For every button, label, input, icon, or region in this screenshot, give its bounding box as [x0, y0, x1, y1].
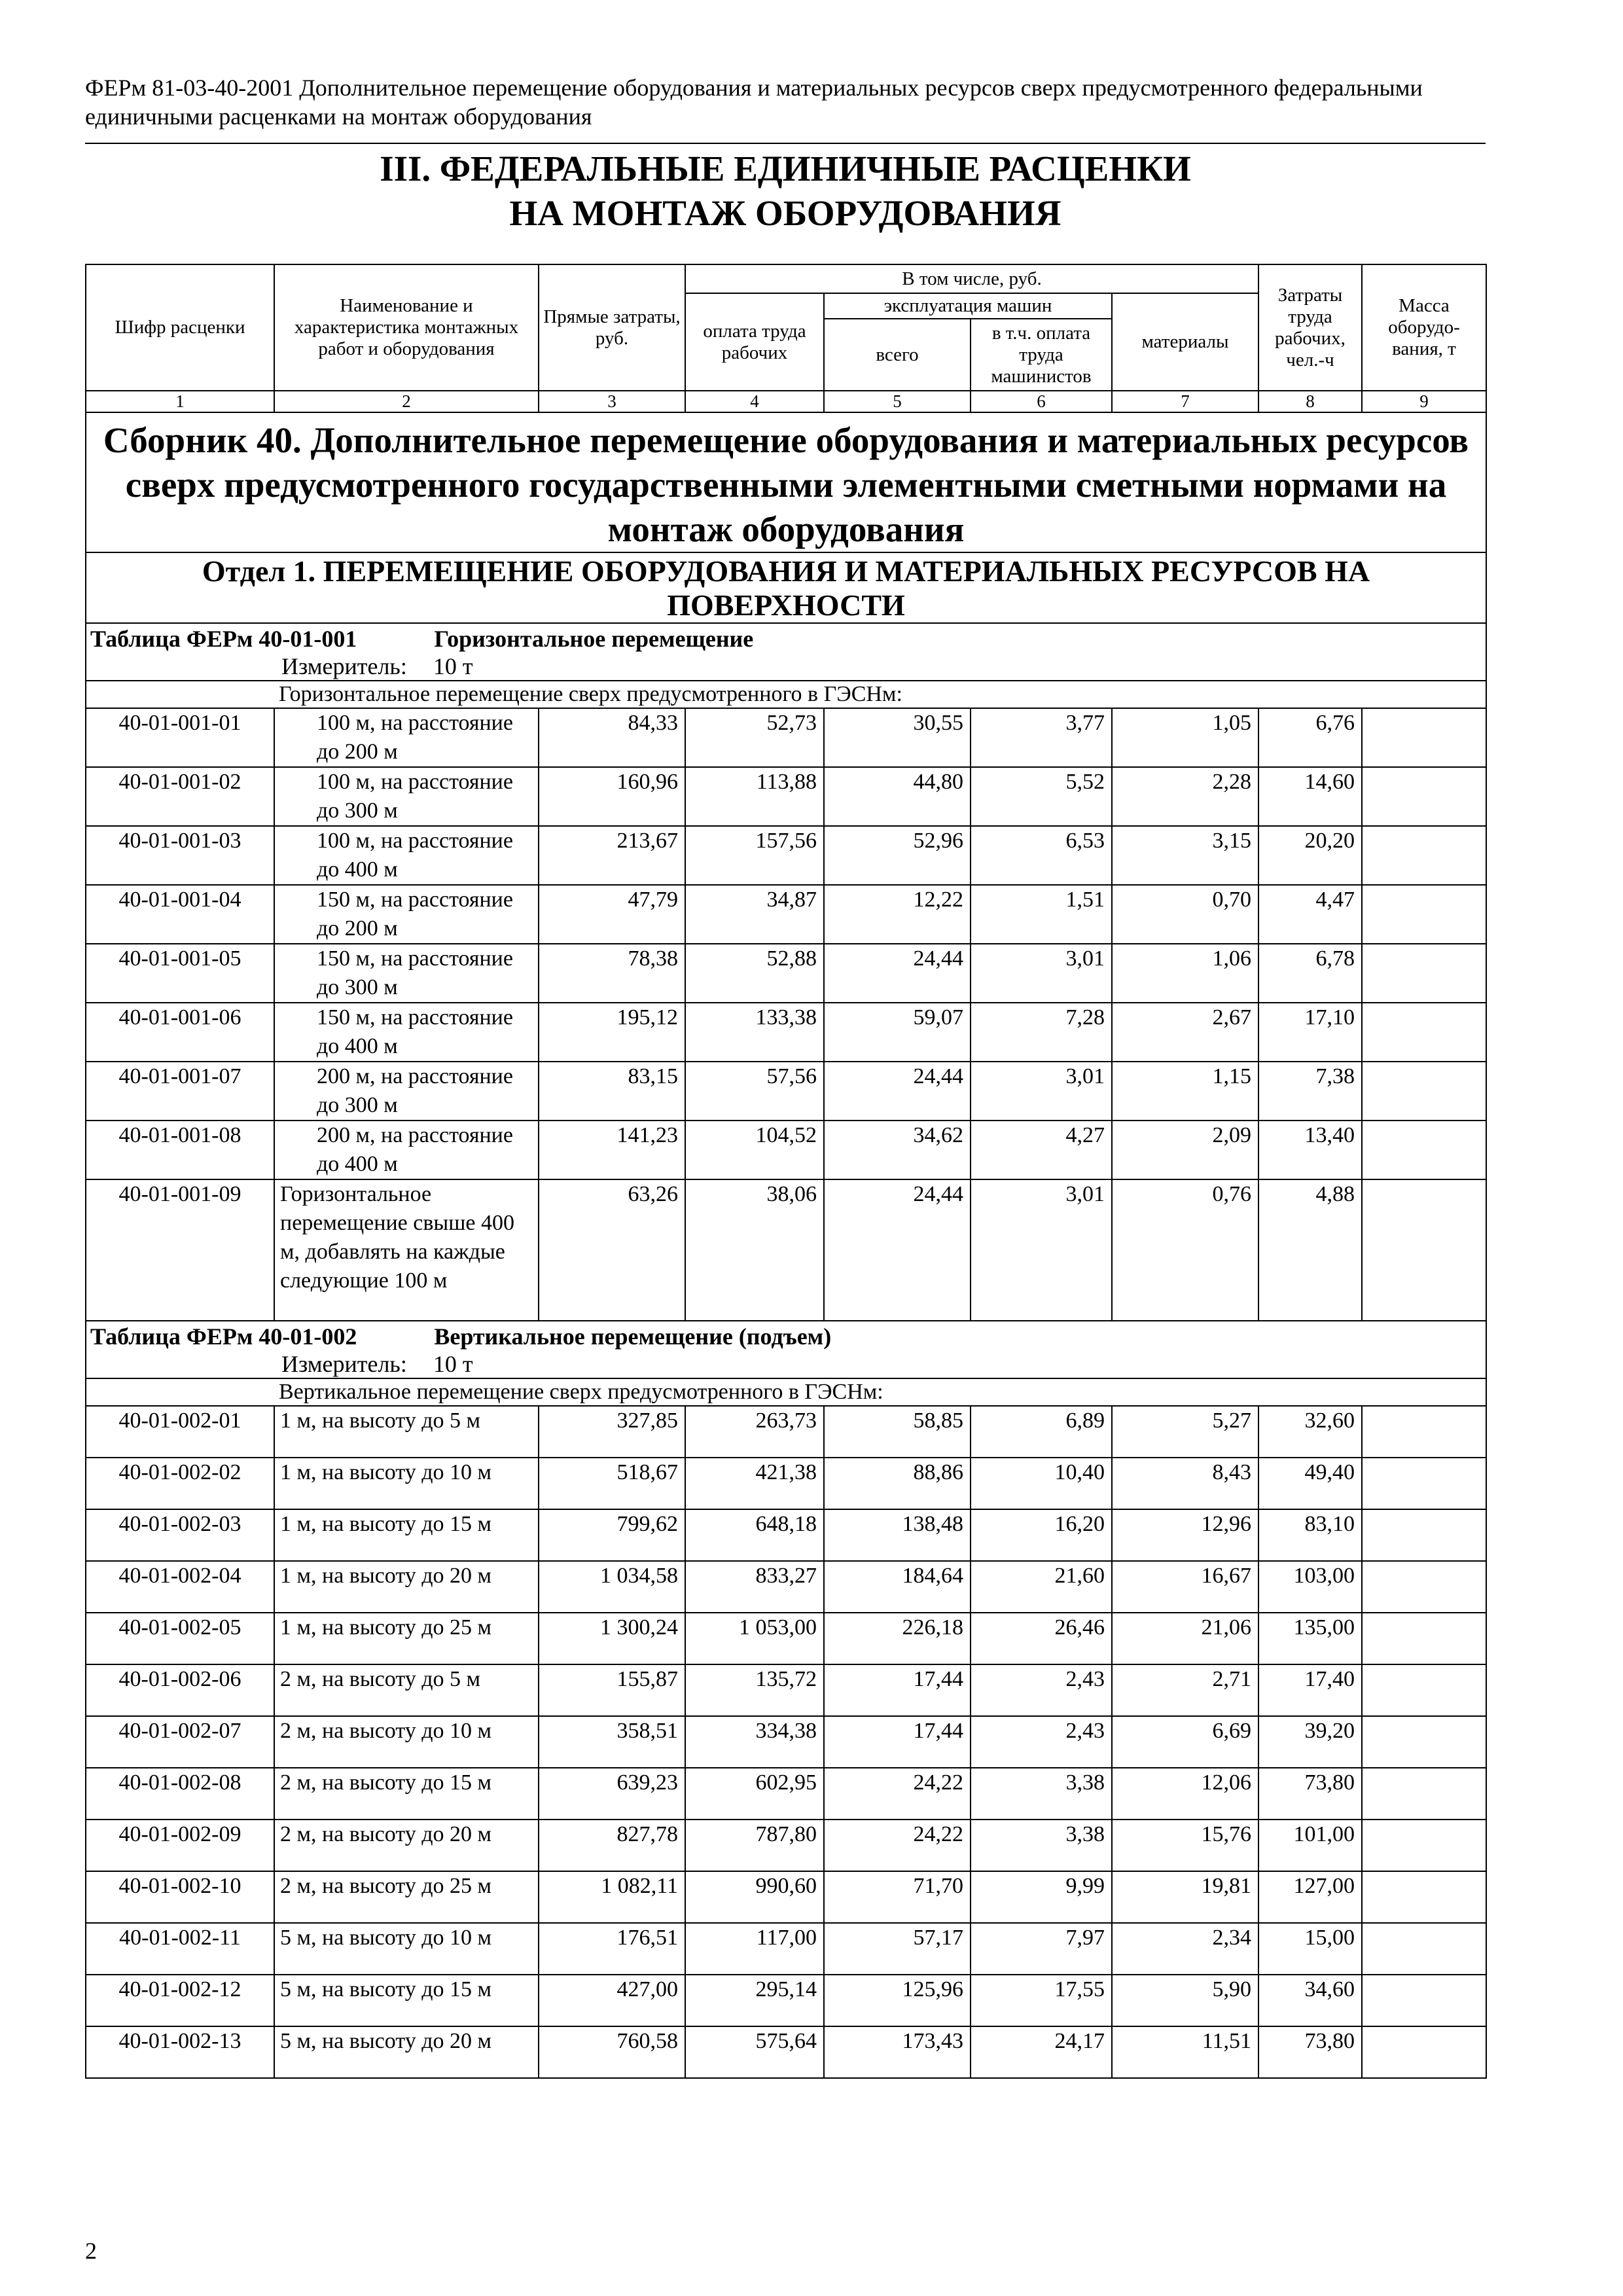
table2-name: Вертикальное перемещение (подъем)	[434, 1323, 832, 1350]
col-header-labor-cost: Затраты труда рабочих, чел.-ч	[1258, 264, 1362, 391]
equipment-mass	[1362, 1561, 1486, 1613]
col-number: 1	[86, 391, 274, 412]
table-row	[86, 708, 1486, 767]
table2-subtitle: Вертикальное перемещение сверх предусмотренного в ГЭСНм:	[86, 1378, 1486, 1406]
rate-code: 40-01-002-03	[86, 1509, 274, 1561]
direct-cost: 83,15	[539, 1062, 685, 1121]
direct-cost: 176,51	[539, 1923, 685, 1975]
rate-code: 40-01-001-01	[86, 708, 274, 767]
labor-pay: 34,87	[685, 885, 824, 944]
machinists-pay: 9,99	[971, 1871, 1112, 1923]
equipment-mass	[1362, 1820, 1486, 1871]
equipment-mass	[1362, 1003, 1486, 1062]
equipment-mass	[1362, 1975, 1486, 2026]
rate-code: 40-01-002-09	[86, 1820, 274, 1871]
col-number: 9	[1362, 391, 1486, 412]
col-header-machinists-pay: в т.ч. оплата труда машинистов	[971, 319, 1112, 391]
machines-total: 24,44	[824, 1179, 971, 1321]
direct-cost: 195,12	[539, 1003, 685, 1062]
materials-cost: 6,69	[1112, 1716, 1258, 1768]
equipment-mass	[1362, 1716, 1486, 1768]
machines-total: 24,22	[824, 1820, 971, 1871]
table-row	[86, 1923, 1486, 1975]
machines-total: 30,55	[824, 708, 971, 767]
rate-name: 100 м, на расстояние до 200 м	[274, 708, 539, 767]
labor-pay: 421,38	[685, 1458, 824, 1509]
rate-name: 1 м, на высоту до 5 м	[274, 1406, 539, 1458]
machinists-pay: 2,43	[971, 1716, 1112, 1768]
equipment-mass	[1362, 1509, 1486, 1561]
header-rule	[85, 143, 1486, 144]
col-number: 3	[539, 391, 685, 412]
table-row	[86, 826, 1486, 885]
rate-name: Горизонтальное перемещение свыше 400 м, добавлять на каждые следующие 100 м	[274, 1179, 539, 1321]
col-header-mass: Масса оборудо-вания, т	[1362, 264, 1486, 391]
col-number: 2	[274, 391, 539, 412]
equipment-mass	[1362, 1062, 1486, 1121]
direct-cost: 518,67	[539, 1458, 685, 1509]
equipment-mass	[1362, 1664, 1486, 1716]
table-row	[86, 1003, 1486, 1062]
rate-code: 40-01-001-06	[86, 1003, 274, 1062]
equipment-mass	[1362, 1121, 1486, 1179]
col-header-labor-pay: оплата труда рабочих	[685, 293, 824, 391]
materials-cost: 8,43	[1112, 1458, 1258, 1509]
machinists-pay: 1,51	[971, 885, 1112, 944]
rate-name: 2 м, на высоту до 10 м	[274, 1716, 539, 1768]
equipment-mass	[1362, 885, 1486, 944]
labor-hours: 17,40	[1258, 1664, 1362, 1716]
materials-cost: 2,34	[1112, 1923, 1258, 1975]
machines-total: 17,44	[824, 1716, 971, 1768]
rate-name: 200 м, на расстояние до 400 м	[274, 1121, 539, 1179]
rate-name: 150 м, на расстояние до 300 м	[274, 944, 539, 1003]
materials-cost: 2,09	[1112, 1121, 1258, 1179]
col-header-direct: Прямые затраты, руб.	[539, 264, 685, 391]
machinists-pay: 3,01	[971, 1062, 1112, 1121]
rate-code: 40-01-001-03	[86, 826, 274, 885]
equipment-mass	[1362, 1613, 1486, 1664]
machinists-pay: 3,38	[971, 1820, 1112, 1871]
rate-name: 100 м, на расстояние до 300 м	[274, 767, 539, 826]
labor-pay: 334,38	[685, 1716, 824, 1768]
labor-hours: 101,00	[1258, 1820, 1362, 1871]
col-number: 5	[824, 391, 971, 412]
running-header: ФЕРм 81-03-40-2001 Дополнительное перемещение оборудования и материальных ресурсов сверх предусмотренного федеральными единичными расценками на монтаж оборудования	[85, 75, 1423, 130]
direct-cost: 427,00	[539, 1975, 685, 2026]
table-row	[86, 2026, 1486, 2078]
table-row	[86, 944, 1486, 1003]
labor-hours: 4,88	[1258, 1179, 1362, 1321]
labor-hours: 32,60	[1258, 1406, 1362, 1458]
labor-pay: 833,27	[685, 1561, 824, 1613]
machines-total: 44,80	[824, 767, 971, 826]
labor-pay: 38,06	[685, 1179, 824, 1321]
rate-code: 40-01-001-09	[86, 1179, 274, 1321]
labor-pay: 117,00	[685, 1923, 824, 1975]
machines-total: 184,64	[824, 1561, 971, 1613]
machinists-pay: 6,89	[971, 1406, 1112, 1458]
direct-cost: 760,58	[539, 2026, 685, 2078]
equipment-mass	[1362, 1179, 1486, 1321]
col-header-machines: эксплуатация машин	[824, 293, 1112, 319]
materials-cost: 2,71	[1112, 1664, 1258, 1716]
equipment-mass	[1362, 708, 1486, 767]
labor-hours: 7,38	[1258, 1062, 1362, 1121]
table-row	[86, 1179, 1486, 1321]
labor-hours: 6,76	[1258, 708, 1362, 767]
table1-code: Таблица ФЕРм 40-01-001	[90, 626, 357, 652]
labor-hours: 17,10	[1258, 1003, 1362, 1062]
section-title	[85, 147, 1486, 236]
machinists-pay: 17,55	[971, 1975, 1112, 2026]
column-numbers-row	[86, 391, 1486, 412]
col-number: 7	[1112, 391, 1258, 412]
direct-cost: 63,26	[539, 1179, 685, 1321]
rate-name: 2 м, на высоту до 25 м	[274, 1871, 539, 1923]
machines-total: 58,85	[824, 1406, 971, 1458]
materials-cost: 0,70	[1112, 885, 1258, 944]
machines-total: 24,22	[824, 1768, 971, 1820]
labor-hours: 83,10	[1258, 1509, 1362, 1561]
labor-pay: 133,38	[685, 1003, 824, 1062]
section-title-line2: НА МОНТАЖ ОБОРУДОВАНИЯ	[509, 193, 1061, 233]
table-row	[86, 1664, 1486, 1716]
equipment-mass	[1362, 767, 1486, 826]
materials-cost: 12,06	[1112, 1768, 1258, 1820]
machinists-pay: 2,43	[971, 1664, 1112, 1716]
rate-code: 40-01-001-04	[86, 885, 274, 944]
machinists-pay: 26,46	[971, 1613, 1112, 1664]
labor-pay: 113,88	[685, 767, 824, 826]
direct-cost: 160,96	[539, 767, 685, 826]
labor-hours: 6,78	[1258, 944, 1362, 1003]
materials-cost: 1,15	[1112, 1062, 1258, 1121]
rate-code: 40-01-002-10	[86, 1871, 274, 1923]
table-row	[86, 1062, 1486, 1121]
table-row	[86, 1768, 1486, 1820]
machinists-pay: 7,28	[971, 1003, 1112, 1062]
rate-name: 5 м, на высоту до 20 м	[274, 2026, 539, 2078]
machines-total: 71,70	[824, 1871, 971, 1923]
rate-code: 40-01-002-05	[86, 1613, 274, 1664]
table-row	[86, 1509, 1486, 1561]
rate-code: 40-01-002-02	[86, 1458, 274, 1509]
direct-cost: 1 300,24	[539, 1613, 685, 1664]
machines-total: 24,44	[824, 1062, 971, 1121]
machinists-pay: 4,27	[971, 1121, 1112, 1179]
col-number: 6	[971, 391, 1112, 412]
direct-cost: 639,23	[539, 1768, 685, 1820]
page-number: 2	[85, 2238, 97, 2264]
col-number: 8	[1258, 391, 1362, 412]
equipment-mass	[1362, 826, 1486, 885]
table2-meas-value: 10 т	[433, 1351, 473, 1377]
direct-cost: 799,62	[539, 1509, 685, 1561]
table-row	[86, 1613, 1486, 1664]
machines-total: 226,18	[824, 1613, 971, 1664]
rate-code: 40-01-002-07	[86, 1716, 274, 1768]
table-row	[86, 1820, 1486, 1871]
machines-total: 125,96	[824, 1975, 971, 2026]
rate-name: 200 м, на расстояние до 300 м	[274, 1062, 539, 1121]
rate-name: 150 м, на расстояние до 400 м	[274, 1003, 539, 1062]
materials-cost: 5,90	[1112, 1975, 1258, 2026]
materials-cost: 21,06	[1112, 1613, 1258, 1664]
machines-total: 173,43	[824, 2026, 971, 2078]
table2-code: Таблица ФЕРм 40-01-002	[90, 1323, 357, 1350]
rate-code: 40-01-002-13	[86, 2026, 274, 2078]
table1-meas-value: 10 т	[433, 653, 473, 679]
equipment-mass	[1362, 1871, 1486, 1923]
labor-hours: 73,80	[1258, 1768, 1362, 1820]
materials-cost: 15,76	[1112, 1820, 1258, 1871]
machines-total: 57,17	[824, 1923, 971, 1975]
rate-name: 2 м, на высоту до 5 м	[274, 1664, 539, 1716]
machines-total: 24,44	[824, 944, 971, 1003]
table2-meas-label: Измеритель:	[281, 1351, 407, 1377]
labor-pay: 57,56	[685, 1062, 824, 1121]
materials-cost: 2,67	[1112, 1003, 1258, 1062]
labor-hours: 73,80	[1258, 2026, 1362, 2078]
rate-name: 1 м, на высоту до 10 м	[274, 1458, 539, 1509]
machinists-pay: 16,20	[971, 1509, 1112, 1561]
direct-cost: 47,79	[539, 885, 685, 944]
rate-name: 100 м, на расстояние до 400 м	[274, 826, 539, 885]
rate-name: 150 м, на расстояние до 200 м	[274, 885, 539, 944]
rate-name: 1 м, на высоту до 15 м	[274, 1509, 539, 1561]
rate-name: 2 м, на высоту до 20 м	[274, 1820, 539, 1871]
col-header-code: Шифр расценки	[86, 264, 274, 391]
equipment-mass	[1362, 1923, 1486, 1975]
labor-hours: 103,00	[1258, 1561, 1362, 1613]
col-number: 4	[685, 391, 824, 412]
labor-pay: 104,52	[685, 1121, 824, 1179]
rate-code: 40-01-002-12	[86, 1975, 274, 2026]
table-row	[86, 1458, 1486, 1509]
labor-pay: 295,14	[685, 1975, 824, 2026]
labor-hours: 39,20	[1258, 1716, 1362, 1768]
labor-pay: 263,73	[685, 1406, 824, 1458]
table1-subtitle: Горизонтальное перемещение сверх предусмотренного в ГЭСНм:	[86, 681, 1486, 708]
materials-cost: 1,05	[1112, 708, 1258, 767]
machines-total: 88,86	[824, 1458, 971, 1509]
labor-hours: 34,60	[1258, 1975, 1362, 2026]
direct-cost: 358,51	[539, 1716, 685, 1768]
col-header-materials: материалы	[1112, 293, 1258, 391]
materials-cost: 16,67	[1112, 1561, 1258, 1613]
machinists-pay: 24,17	[971, 2026, 1112, 2078]
table1-name: Горизонтальное перемещение	[434, 626, 754, 652]
direct-cost: 327,85	[539, 1406, 685, 1458]
materials-cost: 11,51	[1112, 2026, 1258, 2078]
labor-hours: 135,00	[1258, 1613, 1362, 1664]
table-row	[86, 1975, 1486, 2026]
rate-code: 40-01-001-02	[86, 767, 274, 826]
rate-code: 40-01-001-07	[86, 1062, 274, 1121]
machinists-pay: 7,97	[971, 1923, 1112, 1975]
materials-cost: 1,06	[1112, 944, 1258, 1003]
labor-pay: 157,56	[685, 826, 824, 885]
labor-hours: 49,40	[1258, 1458, 1362, 1509]
labor-pay: 787,80	[685, 1820, 824, 1871]
rate-code: 40-01-002-06	[86, 1664, 274, 1716]
labor-pay: 1 053,00	[685, 1613, 824, 1664]
direct-cost: 1 082,11	[539, 1871, 685, 1923]
equipment-mass	[1362, 1768, 1486, 1820]
equipment-mass	[1362, 1406, 1486, 1458]
department-title: Отдел 1. ПЕРЕМЕЩЕНИЕ ОБОРУДОВАНИЯ И МАТЕРИАЛЬНЫХ РЕСУРСОВ НА ПОВЕРХНОСТИ	[86, 552, 1486, 623]
col-header-incl: В том числе, руб.	[685, 264, 1258, 293]
rate-code: 40-01-002-01	[86, 1406, 274, 1458]
labor-hours: 14,60	[1258, 767, 1362, 826]
machinists-pay: 21,60	[971, 1561, 1112, 1613]
machinists-pay: 10,40	[971, 1458, 1112, 1509]
materials-cost: 19,81	[1112, 1871, 1258, 1923]
table-row	[86, 1871, 1486, 1923]
direct-cost: 1 034,58	[539, 1561, 685, 1613]
labor-pay: 135,72	[685, 1664, 824, 1716]
rate-code: 40-01-002-08	[86, 1768, 274, 1820]
table1-meas-label: Измеритель:	[281, 653, 407, 679]
machines-total: 138,48	[824, 1509, 971, 1561]
labor-pay: 52,73	[685, 708, 824, 767]
rates-table	[85, 264, 1487, 2079]
direct-cost: 155,87	[539, 1664, 685, 1716]
machinists-pay: 6,53	[971, 826, 1112, 885]
labor-pay: 648,18	[685, 1509, 824, 1561]
materials-cost: 0,76	[1112, 1179, 1258, 1321]
direct-cost: 78,38	[539, 944, 685, 1003]
machinists-pay: 5,52	[971, 767, 1112, 826]
col-header-name: Наименование и характеристика монтажных работ и оборудования	[274, 264, 539, 391]
machinists-pay: 3,01	[971, 1179, 1112, 1321]
labor-pay: 602,95	[685, 1768, 824, 1820]
rate-code: 40-01-001-05	[86, 944, 274, 1003]
labor-hours: 127,00	[1258, 1871, 1362, 1923]
labor-hours: 15,00	[1258, 1923, 1362, 1975]
labor-pay: 575,64	[685, 2026, 824, 2078]
labor-pay: 52,88	[685, 944, 824, 1003]
machinists-pay: 3,01	[971, 944, 1112, 1003]
table-row	[86, 767, 1486, 826]
materials-cost: 3,15	[1112, 826, 1258, 885]
machines-total: 12,22	[824, 885, 971, 944]
labor-hours: 4,47	[1258, 885, 1362, 944]
collection-title: Сборник 40. Дополнительное перемещение оборудования и материальных ресурсов сверх предусмотренного государственными элементными сметными нормами на монтаж оборудования	[86, 412, 1486, 552]
direct-cost: 141,23	[539, 1121, 685, 1179]
machines-total: 59,07	[824, 1003, 971, 1062]
rate-code: 40-01-001-08	[86, 1121, 274, 1179]
rate-name: 5 м, на высоту до 15 м	[274, 1975, 539, 2026]
machines-total: 34,62	[824, 1121, 971, 1179]
rate-name: 2 м, на высоту до 15 м	[274, 1768, 539, 1820]
equipment-mass	[1362, 2026, 1486, 2078]
table1-title	[86, 623, 1486, 681]
machines-total: 52,96	[824, 826, 971, 885]
materials-cost: 12,96	[1112, 1509, 1258, 1561]
table-row	[86, 1561, 1486, 1613]
table-row	[86, 1716, 1486, 1768]
rate-name: 1 м, на высоту до 25 м	[274, 1613, 539, 1664]
labor-pay: 990,60	[685, 1871, 824, 1923]
col-header-machines-total: всего	[824, 319, 971, 391]
machinists-pay: 3,77	[971, 708, 1112, 767]
direct-cost: 213,67	[539, 826, 685, 885]
rate-code: 40-01-002-04	[86, 1561, 274, 1613]
labor-hours: 13,40	[1258, 1121, 1362, 1179]
materials-cost: 2,28	[1112, 767, 1258, 826]
materials-cost: 5,27	[1112, 1406, 1258, 1458]
table-row	[86, 885, 1486, 944]
table2-title	[86, 1321, 1486, 1378]
machines-total: 17,44	[824, 1664, 971, 1716]
machinists-pay: 3,38	[971, 1768, 1112, 1820]
direct-cost: 827,78	[539, 1820, 685, 1871]
rate-code: 40-01-002-11	[86, 1923, 274, 1975]
section-title-line1: III. ФЕДЕРАЛЬНЫЕ ЕДИНИЧНЫЕ РАСЦЕНКИ	[380, 149, 1191, 188]
equipment-mass	[1362, 944, 1486, 1003]
rate-name: 1 м, на высоту до 20 м	[274, 1561, 539, 1613]
direct-cost: 84,33	[539, 708, 685, 767]
rate-name: 5 м, на высоту до 10 м	[274, 1923, 539, 1975]
table-row	[86, 1406, 1486, 1458]
equipment-mass	[1362, 1458, 1486, 1509]
labor-hours: 20,20	[1258, 826, 1362, 885]
table-row	[86, 1121, 1486, 1179]
